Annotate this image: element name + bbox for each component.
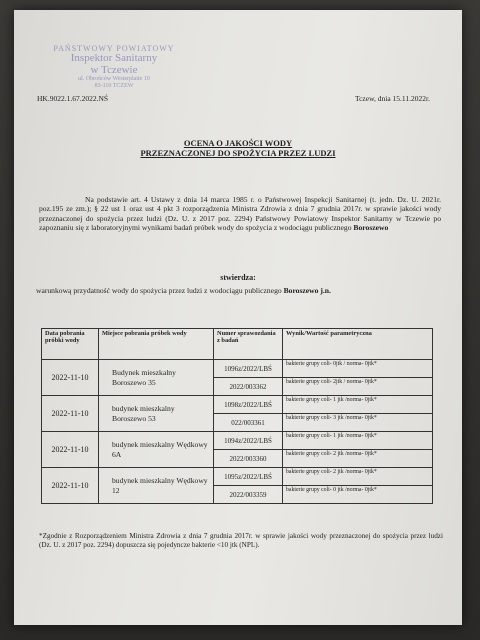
document-title — [14, 138, 462, 158]
cell-number: 1096z/2022/LBŚ — [214, 360, 283, 378]
cell-number: 2022/003360 — [214, 450, 283, 468]
results-table — [41, 328, 433, 504]
place-text: budynek mieszkalny Boroszewo 53 — [112, 404, 175, 423]
header-date: Data pobrania próbki wody — [42, 329, 99, 360]
cell-result: bakterie grupy coli- 2 jtk /norma- 0jtk* — [283, 450, 433, 468]
cell-place — [99, 396, 214, 432]
cell-date: 2022-11-10 — [42, 468, 99, 504]
cell-result: bakterie grupy coli- 1 jtk /norma- 0jtk* — [283, 396, 433, 414]
table-row — [42, 360, 433, 378]
place-text: budynek mieszkalny Wędkowy 12 — [112, 476, 208, 495]
cell-number: 022/003361 — [214, 414, 283, 432]
document-sheet — [14, 10, 462, 625]
header-result: Wynik/Wartość parametryczna — [283, 329, 433, 360]
cell-number: 1098z/2022/LBŚ — [214, 396, 283, 414]
body-text: Na podstawie art. 4 Ustawy z dnia 14 marca 1985 r. o Państwowej Inspekcji Sanitarnej (t. jedn. Dz. U. 2021r. poz.195 ze zm.); § 22 ust 1 oraz ust 4 pkt 3 rozporządzenia Ministra Zdrowia z dnia 7 grudnia 2017r. w sprawie jakości wody przeznaczonej do spożycia przez ludzi (Dz. U. z 2017 poz. 2294) Państwowy Powiatowy Inspektor Sanitarny w Tczewie po zapoznaniu się z laboratoryjnymi wynikami badań próbek wody do spożycia z wodociągu publicznego — [39, 195, 441, 233]
stamp-line: Inspektor Sanitarny — [70, 52, 158, 65]
verdict-text — [36, 286, 444, 295]
header-place: Miejsce pobrania próbek wody — [99, 329, 214, 360]
stamp-line: w Tczewie — [90, 63, 138, 76]
table-header-row — [42, 329, 433, 360]
footnote: *Zgodnie z Rozporządzeniem Ministra Zdrowia z dnia 7 grudnia 2017r. w sprawie jakości wody przeznaczonej do spożycia przez ludzi (Dz. U. z 2017 poz. 2294) dopuszcza się pojedyncze bakterie <10 jtk (NPL). — [39, 532, 443, 549]
header-number: Numer sprawozdania z badań — [214, 329, 283, 360]
cell-result: bakterie grupy coli- 1 jtk /norma- 0jtk* — [283, 432, 433, 450]
cell-number: 2022/003362 — [214, 378, 283, 396]
title-line: PRZEZNACZONEJ DO SPOŻYCIA PRZEZ LUDZI — [140, 148, 336, 159]
cell-number: 2022/003359 — [214, 486, 283, 504]
cell-date: 2022-11-10 — [42, 396, 99, 432]
stamp-line: 83-110 TCZEW — [94, 82, 134, 89]
stwierdza-heading: stwierdza: — [220, 273, 256, 282]
cell-place — [99, 468, 214, 504]
cell-place — [99, 360, 214, 396]
cell-result: bakterie grupy coli- 0 jtk /norma- 0jtk* — [283, 486, 433, 504]
cell-number: 1095z/2022/LBŚ — [214, 468, 283, 486]
cell-date: 2022-11-10 — [42, 432, 99, 468]
stamp-line: PAŃSTWOWY POWIATOWY — [53, 44, 175, 53]
cell-result: bakterie grupy coli- 3 jtk /norma- 0jtk* — [283, 414, 433, 432]
table-row — [42, 432, 433, 450]
cell-date: 2022-11-10 — [42, 360, 99, 396]
reference-number: HK.9022.1.67.2022.NŚ — [37, 94, 109, 103]
cell-number: 1094z/2022/LBŚ — [214, 432, 283, 450]
stamp-line: ul. Obrońców Westerplatte 10 — [78, 76, 150, 83]
cell-place — [99, 432, 214, 468]
place-text: budynek mieszkalny Wędkowy 6A — [112, 440, 208, 459]
cell-result: bakterie grupy coli- 2jtk / norma- 0jtk* — [283, 378, 433, 396]
place-text: Budynek mieszkalny Boroszewo 35 — [112, 368, 176, 387]
cell-result: bakterie grupy coli- 2 jtk /norma- 0jtk* — [283, 468, 433, 486]
verdict-main: warunkową przydatność wody do spożycia przez ludzi z wodociągu publicznego — [36, 286, 282, 295]
institution-stamp — [34, 45, 194, 89]
document-date: Tczew, dnia 15.11.2022r. — [355, 94, 430, 103]
verdict-bold: Boroszewo j.n. — [283, 286, 331, 295]
table-row — [42, 396, 433, 414]
title-line: OCENA O JAKOŚCI WODY — [183, 138, 293, 148]
table-row — [42, 468, 433, 486]
body-paragraph — [39, 195, 441, 233]
cell-result: bakterie grupy coli- 0jtk / norma- 0jtk* — [283, 360, 433, 378]
body-bold-text: Boroszewo — [353, 223, 389, 233]
